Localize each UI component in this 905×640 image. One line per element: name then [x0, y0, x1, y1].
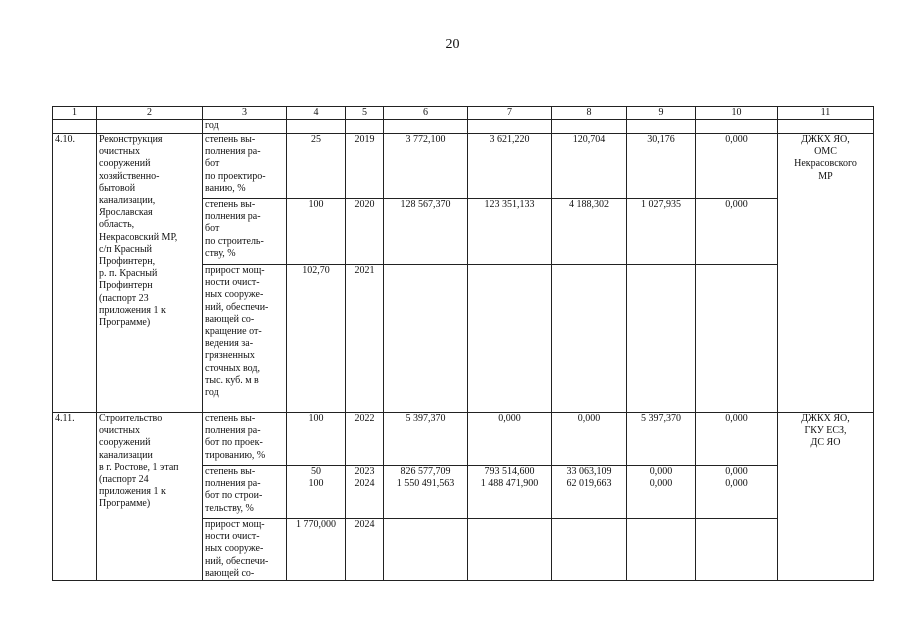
item-number: 4.11. [53, 413, 97, 581]
amount-2023: 0,000 [725, 466, 748, 477]
amount-cell: 4 188,302 [552, 199, 627, 265]
column-header: 11 [778, 107, 874, 120]
responsible-cell: ДЖКХ ЯО, ГКУ ЕСЗ, ДС ЯО [778, 413, 874, 581]
amount-2024: 1 550 491,563 [396, 478, 455, 490]
amount-cell: 128 567,370 [384, 199, 468, 265]
amount-2024: 1 488 471,900 [480, 478, 539, 490]
year-2024: 2024 [354, 478, 375, 490]
indicator-cell: степень вы- полнения ра- бот по проектиро- ванию, % [203, 134, 287, 199]
amount-cell: 1 027,935 [627, 199, 696, 265]
amount-cell: 5 397,370 [627, 413, 696, 466]
value-2023: 50 [311, 466, 321, 477]
value-2024: 100 [308, 478, 324, 490]
amount-cell [627, 466, 696, 519]
amount-cell [552, 265, 627, 413]
cell [346, 120, 384, 134]
column-header: 1 [53, 107, 97, 120]
column-header: 6 [384, 107, 468, 120]
column-number-row [53, 107, 874, 120]
cell [384, 120, 468, 134]
amount-cell: 30,176 [627, 134, 696, 199]
cell [552, 120, 627, 134]
cell [627, 120, 696, 134]
column-header: 10 [696, 107, 778, 120]
amount-cell: 0,000 [552, 413, 627, 466]
amount-cell [468, 519, 552, 581]
amount-cell: 120,704 [552, 134, 627, 199]
amount-cell: 123 351,133 [468, 199, 552, 265]
value-cell: 25 [287, 134, 346, 199]
indicator-cell: прирост мощ- ности очист- ных сооруже- ний, обеспечи- вающей со- [203, 519, 287, 581]
column-header: 9 [627, 107, 696, 120]
year-cell: 2021 [346, 265, 384, 413]
amount-2023: 33 063,109 [566, 466, 612, 477]
year-cell: 2020 [346, 199, 384, 265]
column-header: 4 [287, 107, 346, 120]
amount-2023: 826 577,709 [400, 466, 451, 477]
column-header: 3 [203, 107, 287, 120]
cell [287, 120, 346, 134]
amount-cell [696, 519, 778, 581]
indicator-cell: степень вы- полнения ра- бот по строи- тельству, % [203, 466, 287, 519]
amount-cell: 0,000 [468, 413, 552, 466]
continuation-row [53, 120, 874, 134]
indicator-cell: степень вы- полнения ра- бот по строитель- ству, % [203, 199, 287, 265]
value-cell: 100 [287, 413, 346, 466]
cell [696, 120, 778, 134]
amount-2023: 0,000 [649, 466, 673, 477]
amount-cell [384, 466, 468, 519]
cell [53, 120, 97, 134]
program-table [52, 106, 874, 581]
amount-cell [552, 519, 627, 581]
table-row [53, 413, 874, 466]
amount-cell [696, 466, 778, 519]
amount-cell [627, 265, 696, 413]
amount-2023: 793 514,600 [484, 466, 535, 477]
value-cell: 1 770,000 [287, 519, 346, 581]
amount-cell [384, 519, 468, 581]
cell [97, 120, 203, 134]
year-cell [346, 466, 384, 519]
value-cell [287, 466, 346, 519]
year-cell: 2022 [346, 413, 384, 466]
amount-cell [552, 466, 627, 519]
amount-cell [468, 265, 552, 413]
cell [778, 120, 874, 134]
value-cell: 100 [287, 199, 346, 265]
responsible-cell: ДЖКХ ЯО, ОМС Некрасовского МР [778, 134, 874, 413]
amount-cell: 0,000 [696, 134, 778, 199]
column-header: 7 [468, 107, 552, 120]
amount-2024: 0,000 [725, 478, 748, 490]
amount-2024: 0,000 [649, 478, 673, 490]
indicator-cell: год [203, 120, 287, 134]
amount-cell: 3 772,100 [384, 134, 468, 199]
year-cell: 2024 [346, 519, 384, 581]
year-2023: 2023 [354, 466, 375, 477]
amount-cell: 0,000 [696, 199, 778, 265]
amount-cell [468, 466, 552, 519]
amount-cell: 0,000 [696, 413, 778, 466]
column-header: 5 [346, 107, 384, 120]
indicator-cell: прирост мощ- ности очист- ных сооруже- ний, обеспечи- вающей со- кращение от- ведения за- грязненных сточных вод, тыс. куб. м в год [203, 265, 287, 413]
amount-cell [627, 519, 696, 581]
year-cell: 2019 [346, 134, 384, 199]
table-row [53, 134, 874, 199]
item-number: 4.10. [53, 134, 97, 413]
item-title: Реконструкция очистных сооружений хозяйственно- бытовой канализации, Ярославская область, Некрасовский МР, с/п Красный Профинтерн, р. п. Красный Профинтерн (паспорт 23 приложения 1 к Программе) [97, 134, 203, 413]
cell [468, 120, 552, 134]
indicator-cell: степень вы- полнения ра- бот по проек- тированию, % [203, 413, 287, 466]
amount-cell [696, 265, 778, 413]
amount-cell: 5 397,370 [384, 413, 468, 466]
item-title: Строительство очистных сооружений канализации в г. Ростове, 1 этап (паспорт 24 приложения 1 к Программе) [97, 413, 203, 581]
amount-cell: 3 621,220 [468, 134, 552, 199]
amount-cell [384, 265, 468, 413]
column-header: 8 [552, 107, 627, 120]
amount-2024: 62 019,663 [566, 478, 612, 490]
value-cell: 102,70 [287, 265, 346, 413]
column-header: 2 [97, 107, 203, 120]
page-number: 20 [445, 37, 460, 52]
